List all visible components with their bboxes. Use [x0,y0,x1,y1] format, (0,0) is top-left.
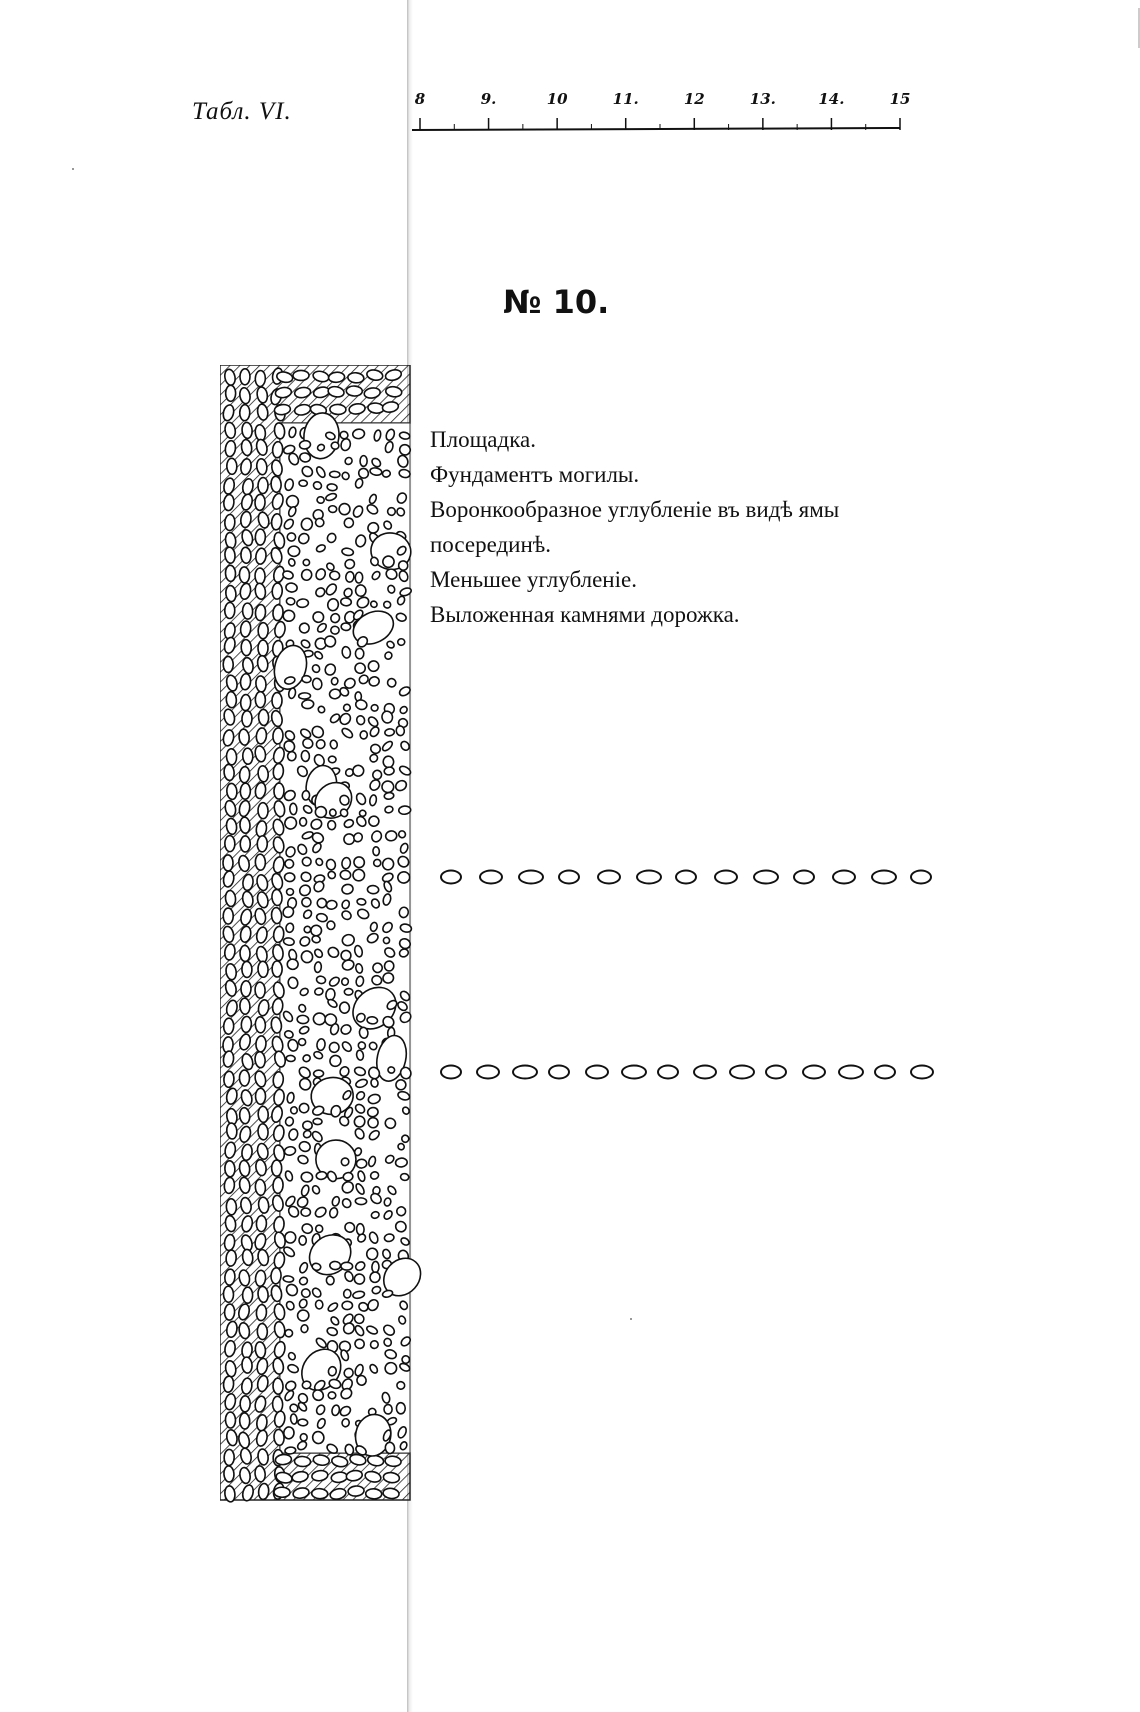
path-stone [621,1065,647,1080]
field-stone [385,1442,395,1454]
field-stone [286,1055,295,1062]
band-stone [243,1287,253,1303]
path-stone [793,870,815,885]
band-stone [223,855,233,871]
band-stone [240,694,251,710]
band-stone [239,1413,250,1429]
band-stone [330,404,346,415]
legend-item-ploshchadka: Площадка. [430,427,536,452]
path-stone [440,1065,462,1080]
band-stone [223,1018,234,1034]
band-stone [255,604,266,621]
field-stone [342,1301,353,1310]
field-stone [290,803,298,815]
band-stone [255,370,266,386]
field-stone [354,1274,365,1285]
band-stone [241,422,252,439]
field-stone [283,610,296,622]
legend-item-dorozhka: Выложенная камнями дорожка. [430,602,740,627]
band-stone [226,1199,237,1215]
legend-item-voronka-line2: посерединѣ. [430,532,552,557]
band-stone [224,1449,234,1465]
field-stone [298,1419,308,1426]
band-stone [240,673,251,690]
band-stone [241,981,251,997]
field-stone [384,961,394,971]
band-stone [223,1466,234,1483]
legend-item-menshee: Меньшее углубленіе. [430,567,637,592]
band-stone [271,907,282,924]
band-stone [294,1456,311,1467]
path-stone [675,870,697,885]
field-stone [299,1236,306,1245]
field-stone [284,873,295,882]
field-stone [285,1447,296,1455]
field-stone [367,1117,378,1128]
band-stone [240,1396,250,1412]
field-stone [302,675,312,683]
path-stone [476,1065,500,1080]
field-stone [285,1329,293,1336]
band-stone [272,961,282,977]
band-stone [240,945,251,961]
field-stone [328,506,336,513]
band-stone [272,728,283,745]
band-stone [256,1304,267,1321]
band-stone [224,514,235,530]
band-stone [225,602,235,618]
field-stone [384,792,394,800]
scale-label: 15 [889,90,911,108]
path-stone [440,870,462,885]
field-stone [345,571,354,582]
field-stone [313,1118,322,1124]
path-stone [753,870,779,885]
field-stone [330,626,339,635]
band-stone [226,783,237,800]
field-stone [329,471,340,478]
band-stone [257,1323,268,1339]
scale-label: 9. [480,90,497,108]
stone-path-row-lower [440,1057,930,1087]
band-stone [223,908,233,924]
band-stone [255,854,266,870]
path-stone [585,1065,609,1080]
field-stone [397,638,405,645]
field-stone [283,1427,294,1440]
field-stone [359,810,366,817]
field-stone [302,790,310,800]
band-stone [255,692,265,708]
band-stone [226,691,237,708]
path-stone [832,870,856,885]
band-stone [272,1160,282,1176]
band-stone [293,370,309,380]
plan-number: № 10. [503,283,610,321]
scale-label: 14. [818,90,845,108]
path-stone [657,1065,679,1080]
path-stone [871,870,897,885]
field-stone [398,806,411,815]
field-stone [340,870,351,880]
band-stone [225,1412,235,1428]
band-stone [255,529,265,545]
band-stone [227,458,238,474]
scale-bar [410,90,910,142]
band-stone [348,1485,365,1496]
band-stone [255,1270,266,1287]
field-stone [327,921,335,930]
field-stone [400,1173,409,1181]
band-stone [258,640,268,656]
band-stone [240,369,250,385]
field-stone [300,1433,308,1442]
field-stone [302,857,311,866]
band-stone [258,961,269,978]
band-stone [274,1487,290,1497]
band-stone [258,709,269,725]
field-stone [355,648,364,659]
band-stone [226,385,236,401]
field-stone [357,898,367,905]
band-stone [273,1378,284,1394]
path-stone [765,1065,787,1080]
stone-path-row-upper [440,862,930,892]
path-stone [693,1065,717,1080]
path-stone [910,1065,934,1080]
field-stone [396,1381,405,1390]
band-stone [242,748,253,764]
field-stone [371,705,378,712]
band-stone [255,1016,266,1033]
band-stone [223,1376,234,1393]
band-stone [225,836,235,852]
band-stone [242,711,252,727]
field-stone [328,1391,336,1399]
field-stone [372,1261,379,1272]
field-stone [328,1366,337,1376]
path-stone [512,1065,538,1080]
paper-speck [72,168,74,170]
field-stone [340,598,351,607]
field-stone [339,1002,349,1013]
field-stone [286,597,295,605]
path-stone [802,1065,826,1080]
field-stone [356,1159,367,1168]
band-stone [272,583,283,600]
field-stone [331,677,339,685]
band-stone [271,1268,282,1285]
field-stone [356,1224,364,1235]
field-stone [326,1276,335,1286]
field-stone [287,959,298,970]
field-stone [395,1158,408,1168]
band-stone [240,405,250,421]
field-stone [331,442,339,449]
field-stone [303,559,310,566]
band-stone [240,547,251,564]
band-stone [257,836,268,852]
band-stone [240,783,251,799]
field-stone [367,1016,378,1024]
field-stone [291,1107,298,1114]
grave-foundation-drawing [220,365,452,1565]
band-stone [223,656,233,672]
field-stone [396,725,405,736]
band-stone [272,693,282,709]
scale-label: 11. [612,90,639,108]
band-stone [272,1396,283,1412]
field-stone [382,470,391,478]
band-stone [241,639,252,656]
band-stone [271,476,282,493]
path-stone [714,870,738,885]
field-stone [402,1355,410,1363]
band-stone [274,783,284,799]
legend-item-fundament: Фундаментъ могилы. [430,462,640,487]
field-stone [315,807,326,818]
field-stone [297,1309,310,1321]
field-stone [301,1172,313,1183]
field-stone [300,818,307,826]
field-stone [327,820,335,830]
field-stone [297,1015,309,1024]
field-stone [302,1381,312,1390]
path-stone [548,1065,570,1080]
band-stone [272,441,283,458]
band-stone [224,1160,235,1177]
field-stone [355,572,363,583]
band-stone [272,604,283,621]
field-stone [299,480,308,486]
scale-label: 10 [546,90,568,108]
band-stone [347,372,364,383]
path-stone [558,870,580,885]
band-stone [255,1036,266,1053]
band-stone [239,1070,249,1086]
field-stone [327,483,338,491]
path-stone [838,1065,864,1080]
band-stone [256,1215,267,1231]
band-stone [223,1071,234,1088]
field-stone [316,1171,327,1180]
field-stone [317,496,325,504]
field-stone [300,1324,308,1333]
field-stone [285,582,297,592]
field-stone [326,900,338,910]
field-stone [384,728,394,736]
field-stone [301,750,310,762]
field-stone [383,937,389,944]
path-stone [636,870,662,885]
field-stone [360,456,367,467]
band-stone [240,836,250,852]
band-stone [224,1304,235,1320]
field-stone [286,888,293,895]
field-stone [283,1275,294,1282]
path-stone [910,870,932,885]
scale-label: 8 [414,90,426,108]
band-stone [223,764,234,781]
field-stone [341,623,351,631]
path-stone [518,870,544,885]
field-stone [395,1079,406,1090]
band-stone [258,1106,269,1123]
field-stone [314,962,322,973]
band-stone [366,1489,382,1500]
field-stone [329,809,337,817]
field-stone [355,584,366,596]
field-stone [367,885,379,894]
band-stone [255,568,265,584]
band-stone [258,803,268,819]
field-stone [328,756,336,763]
field-stone [355,1198,367,1205]
band-stone [225,1250,236,1267]
band-stone [257,1123,268,1140]
band-stone [346,386,362,397]
band-stone [255,1179,266,1196]
field-stone [384,1405,392,1414]
field-stone [373,847,380,856]
grave-plan [220,365,452,1570]
band-stone [258,623,268,639]
band-stone [242,961,252,977]
band-stone [242,603,253,619]
band-stone [255,494,266,510]
band-stone [225,565,236,581]
field-stone [396,1403,405,1414]
band-stone [239,766,250,783]
band-stone [311,1488,328,1499]
band-stone [271,889,282,906]
band-stone [241,1357,252,1374]
path-stone [874,1065,896,1080]
legend [430,422,839,632]
band-stone [273,1177,284,1194]
field-stone [339,503,350,514]
scale-label: 13. [749,90,776,108]
path-stone [597,870,621,885]
field-stone [313,1070,323,1077]
field-stone [341,1262,353,1270]
field-stone [303,1121,312,1130]
band-stone [241,1016,252,1033]
field-stone [287,533,295,541]
field-stone [299,693,311,699]
band-stone [255,982,266,998]
field-stone [287,751,297,761]
band-stone [226,748,237,765]
scale-label: 12 [683,90,705,108]
field-stone [298,1038,306,1045]
plate-title: Табл. VI. [192,98,292,125]
field-stone [315,1300,323,1309]
field-stone [384,767,395,776]
band-stone [223,1286,234,1302]
band-stone [328,372,345,383]
paper-speck [630,1318,632,1320]
band-stone [255,1088,265,1104]
field-stone [341,1418,350,1427]
band-stone [239,817,250,834]
band-stone [239,567,250,583]
field-stone [290,1414,297,1425]
band-stone [258,477,268,493]
legend-item-voronka-line1: Воронкообразное углубленіе въ видѣ ямы [430,497,840,522]
field-stone [343,1289,351,1298]
field-stone [296,598,308,607]
field-stone [344,988,353,995]
band-stone [239,998,250,1015]
path-stone [479,870,503,885]
field-stone [388,1066,396,1073]
field-stone [301,699,314,709]
field-stone [360,730,368,739]
band-stone [275,1454,292,1465]
field-stone [288,546,300,557]
field-stone [383,756,394,768]
field-stone [330,1261,341,1269]
band-stone [224,1269,235,1286]
path-stone [729,1065,755,1080]
field-stone [301,1208,310,1216]
